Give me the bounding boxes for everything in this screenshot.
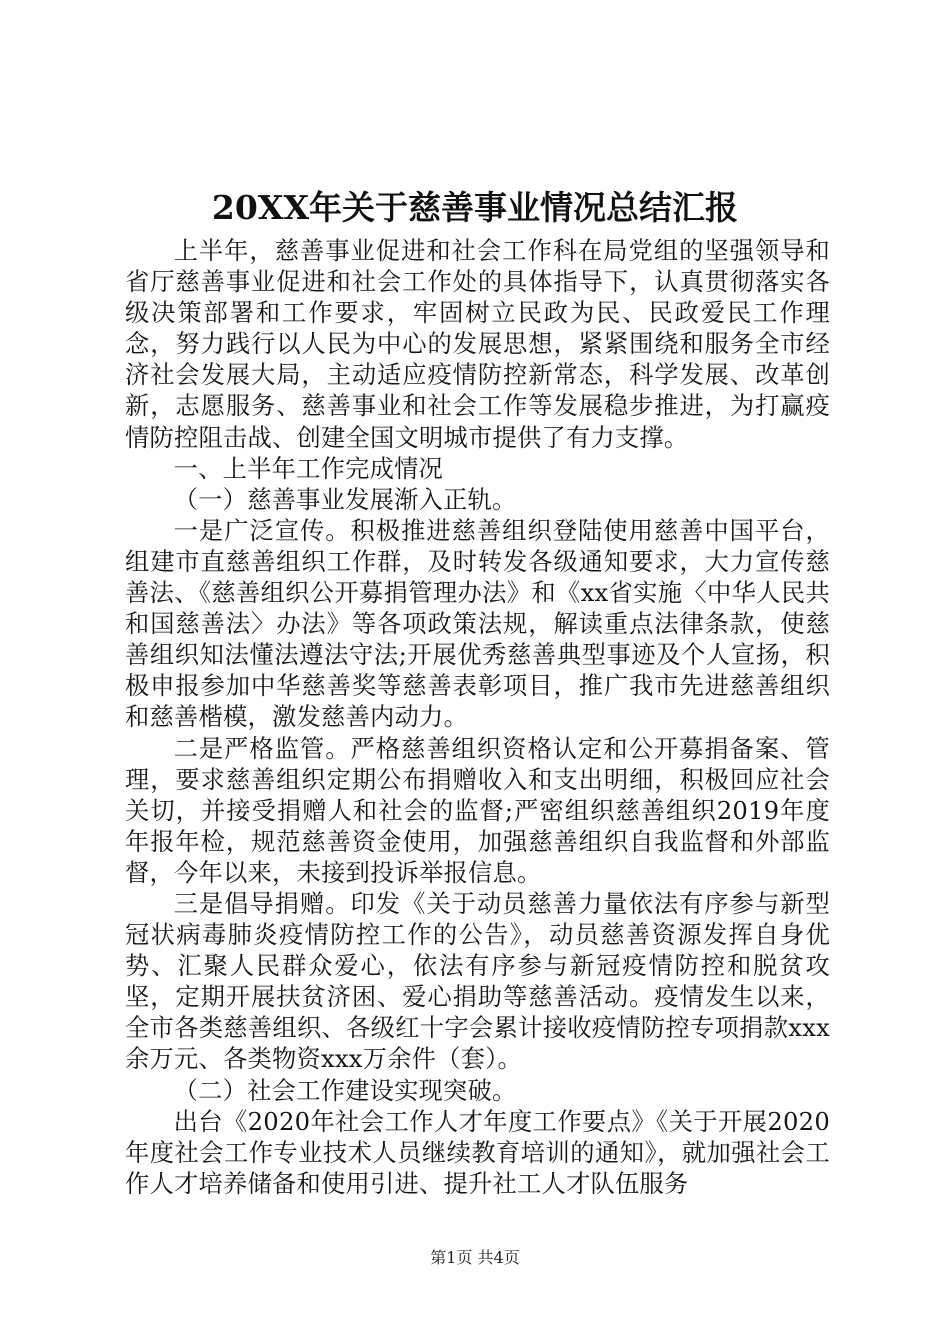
subsection-heading-1: （一）慈善事业发展渐入正轨。 [173, 484, 517, 514]
paragraph-supervision: 二是严格监管。严格慈善组织资格认定和公开募捐备案、管理，要求慈善组织定期公布捐赠收入和支出明细，积极回应社会关切，并接受捐赠人和社会的监督;严密组织慈善组织2019年度年报年检，规范慈善资金使用，加强慈善组织自我监督和外部监督，今年以来，未接到投诉举报信息。 [125, 733, 830, 887]
paragraph-donation: 三是倡导捐赠。印发《关于动员慈善力量依法有序参与新型冠状病毒肺炎疫情防控工作的公告》，动员慈善资源发挥自身优势、汇聚人民群众爱心，依法有序参与新冠疫情防控和脱贫攻坚，定期开展扶贫济困、爱心捐助等慈善活动。疫情发生以来，全市各类慈善组织、各级红十字会累计接收疫情防控专项捐款xxx余万元、各类物资xxx万余件（套）。 [125, 888, 830, 1074]
section-heading-1: 一、上半年工作完成情况 [173, 453, 444, 483]
paragraph-publicity: 一是广泛宣传。积极推进慈善组织登陆使用慈善中国平台，组建市直慈善组织工作群，及时转发各级通知要求，大力宣传慈善法、《慈善组织公开募捐管理办法》和《xx省实施〈中华人民共和国慈善法〉办法》等各项政策法规，解读重点法律条款，使慈善组织知法懂法遵法守法;开展优秀慈善典型事迹及个人宣扬，积极申报参加中华慈善奖等慈善表彰项目，推广我市先进慈善组织和慈善楷模，激发慈善内动力。 [125, 515, 830, 732]
paragraph-intro: 上半年，慈善事业促进和社会工作科在局党组的坚强领导和省厅慈善事业促进和社会工作处的具体指导下，认真贯彻落实各级决策部署和工作要求，牢固树立民政为民、民政爱民工作理念，努力践行以人民为中心的发展思想，紧紧围绕和服务全市经济社会发展大局，主动适应疫情防控新常态，科学发展、改革创新，志愿服务、慈善事业和社会工作等发展稳步推进，为打赢疫情防控阻击战、创建全国文明城市提供了有力支撑。 [125, 236, 830, 452]
paragraph-social-work: 出台《2020年社会工作人才年度工作要点》《关于开展2020年度社会工作专业技术人员继续教育培训的通知》，就加强社会工作人才培养储备和使用引进、提升社工人才队伍服务 [125, 1106, 830, 1198]
page-footer: 第1页 共4页 [430, 1248, 520, 1267]
subsection-heading-2: （二）社会工作建设实现突破。 [173, 1075, 517, 1105]
document-title: 20XX年关于慈善事业情况总结汇报 [211, 188, 739, 227]
document-body [125, 235, 830, 1199]
